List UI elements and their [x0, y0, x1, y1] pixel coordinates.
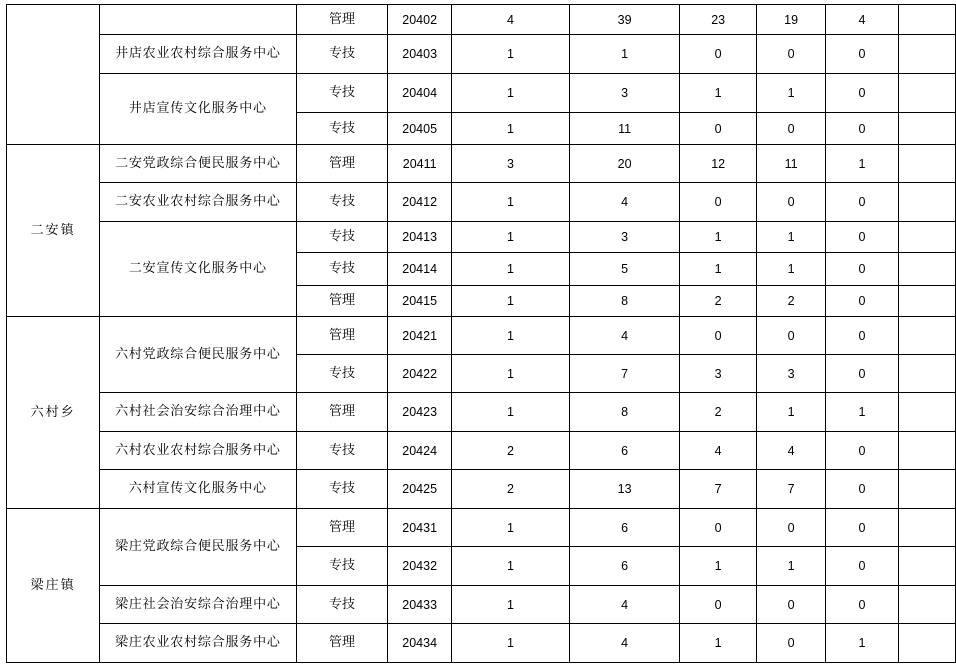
- position-code-cell: 20434: [388, 624, 452, 663]
- value-cell-5: 0: [826, 183, 899, 222]
- town-cell: 六村乡: [7, 317, 100, 509]
- value-cell-1: 4: [451, 5, 569, 35]
- value-cell-3: 4: [680, 432, 757, 470]
- position-code-cell: 20431: [388, 509, 452, 547]
- position-type-cell: 专技: [296, 470, 388, 509]
- center-name-cell: [100, 5, 296, 35]
- value-cell-4: 3: [757, 355, 826, 393]
- value-cell-5: 1: [826, 624, 899, 663]
- value-cell-1: 1: [451, 355, 569, 393]
- position-code-cell: 20405: [388, 113, 452, 145]
- value-cell-5: 0: [826, 547, 899, 586]
- value-cell-5: 0: [826, 286, 899, 317]
- position-type-cell: 专技: [296, 432, 388, 470]
- value-cell-2: 6: [569, 547, 679, 586]
- position-type-cell: 专技: [296, 35, 388, 74]
- value-cell-5: 0: [826, 35, 899, 74]
- value-cell-3: 0: [680, 113, 757, 145]
- value-cell-3: 0: [680, 586, 757, 624]
- position-type-cell: 管理: [296, 145, 388, 183]
- value-cell-1: 1: [451, 183, 569, 222]
- center-name-cell: 二安党政综合便民服务中心: [100, 145, 296, 183]
- note-cell: [898, 470, 955, 509]
- note-cell: [898, 317, 955, 355]
- value-cell-1: 2: [451, 432, 569, 470]
- value-cell-2: 1: [569, 35, 679, 74]
- table-row: [7, 432, 956, 470]
- note-cell: [898, 74, 955, 113]
- position-code-cell: 20411: [388, 145, 452, 183]
- value-cell-3: 0: [680, 183, 757, 222]
- position-code-cell: 20413: [388, 222, 452, 253]
- value-cell-2: 4: [569, 183, 679, 222]
- value-cell-5: 0: [826, 317, 899, 355]
- value-cell-2: 11: [569, 113, 679, 145]
- value-cell-1: 2: [451, 470, 569, 509]
- note-cell: [898, 355, 955, 393]
- value-cell-1: 3: [451, 145, 569, 183]
- note-cell: [898, 624, 955, 663]
- position-code-cell: 20414: [388, 253, 452, 286]
- value-cell-4: 7: [757, 470, 826, 509]
- value-cell-4: 4: [757, 432, 826, 470]
- value-cell-1: 1: [451, 286, 569, 317]
- table-row: [7, 586, 956, 624]
- table-row: [7, 183, 956, 222]
- value-cell-2: 20: [569, 145, 679, 183]
- value-cell-4: 1: [757, 222, 826, 253]
- value-cell-4: 0: [757, 509, 826, 547]
- position-type-cell: 管理: [296, 286, 388, 317]
- note-cell: [898, 509, 955, 547]
- position-code-cell: 20433: [388, 586, 452, 624]
- value-cell-1: 1: [451, 222, 569, 253]
- value-cell-2: 13: [569, 470, 679, 509]
- value-cell-4: 11: [757, 145, 826, 183]
- value-cell-3: 1: [680, 624, 757, 663]
- value-cell-2: 5: [569, 253, 679, 286]
- position-type-cell: 专技: [296, 113, 388, 145]
- value-cell-4: 0: [757, 183, 826, 222]
- value-cell-4: 1: [757, 547, 826, 586]
- position-code-cell: 20421: [388, 317, 452, 355]
- position-type-cell: 专技: [296, 74, 388, 113]
- value-cell-5: 1: [826, 393, 899, 432]
- value-cell-1: 1: [451, 317, 569, 355]
- value-cell-3: 23: [680, 5, 757, 35]
- note-cell: [898, 113, 955, 145]
- value-cell-5: 4: [826, 5, 899, 35]
- position-type-cell: 专技: [296, 547, 388, 586]
- value-cell-2: 8: [569, 286, 679, 317]
- value-cell-4: 1: [757, 74, 826, 113]
- center-name-cell: 梁庄党政综合便民服务中心: [100, 509, 296, 586]
- value-cell-1: 1: [451, 586, 569, 624]
- value-cell-5: 0: [826, 355, 899, 393]
- position-code-cell: 20424: [388, 432, 452, 470]
- town-cell: 二安镇: [7, 145, 100, 317]
- center-name-cell: 六村农业农村综合服务中心: [100, 432, 296, 470]
- value-cell-3: 1: [680, 253, 757, 286]
- value-cell-3: 1: [680, 547, 757, 586]
- value-cell-2: 3: [569, 74, 679, 113]
- center-name-cell: 六村宣传文化服务中心: [100, 470, 296, 509]
- note-cell: [898, 145, 955, 183]
- value-cell-5: 0: [826, 432, 899, 470]
- table-row: [7, 74, 956, 113]
- position-code-cell: 20403: [388, 35, 452, 74]
- value-cell-2: 6: [569, 432, 679, 470]
- table-row: [7, 624, 956, 663]
- table-row: [7, 222, 956, 253]
- table-row: [7, 35, 956, 74]
- value-cell-5: 0: [826, 253, 899, 286]
- value-cell-4: 0: [757, 586, 826, 624]
- value-cell-1: 1: [451, 35, 569, 74]
- value-cell-1: 1: [451, 547, 569, 586]
- value-cell-5: 0: [826, 470, 899, 509]
- value-cell-2: 39: [569, 5, 679, 35]
- table-row: [7, 145, 956, 183]
- value-cell-2: 4: [569, 586, 679, 624]
- center-name-cell: 六村党政综合便民服务中心: [100, 317, 296, 393]
- value-cell-1: 1: [451, 253, 569, 286]
- value-cell-3: 0: [680, 35, 757, 74]
- value-cell-3: 0: [680, 317, 757, 355]
- value-cell-3: 12: [680, 145, 757, 183]
- position-type-cell: 管理: [296, 393, 388, 432]
- value-cell-2: 6: [569, 509, 679, 547]
- value-cell-5: 1: [826, 145, 899, 183]
- value-cell-4: 1: [757, 253, 826, 286]
- note-cell: [898, 183, 955, 222]
- note-cell: [898, 5, 955, 35]
- value-cell-4: 0: [757, 624, 826, 663]
- value-cell-1: 1: [451, 624, 569, 663]
- value-cell-4: 0: [757, 35, 826, 74]
- value-cell-4: 19: [757, 5, 826, 35]
- value-cell-5: 0: [826, 586, 899, 624]
- center-name-cell: 二安宣传文化服务中心: [100, 222, 296, 317]
- center-name-cell: 井店农业农村综合服务中心: [100, 35, 296, 74]
- value-cell-2: 8: [569, 393, 679, 432]
- position-code-cell: 20404: [388, 74, 452, 113]
- town-cell: 梁庄镇: [7, 509, 100, 663]
- position-type-cell: 专技: [296, 586, 388, 624]
- note-cell: [898, 547, 955, 586]
- center-name-cell: 井店宣传文化服务中心: [100, 74, 296, 145]
- note-cell: [898, 286, 955, 317]
- position-type-cell: 管理: [296, 317, 388, 355]
- table-row: [7, 393, 956, 432]
- value-cell-4: 1: [757, 393, 826, 432]
- position-type-cell: 管理: [296, 624, 388, 663]
- note-cell: [898, 35, 955, 74]
- center-name-cell: 六村社会治安综合治理中心: [100, 393, 296, 432]
- value-cell-1: 1: [451, 509, 569, 547]
- center-name-cell: 梁庄社会治安综合治理中心: [100, 586, 296, 624]
- value-cell-5: 0: [826, 509, 899, 547]
- position-table: [6, 4, 956, 663]
- value-cell-2: 4: [569, 317, 679, 355]
- position-type-cell: 管理: [296, 509, 388, 547]
- note-cell: [898, 586, 955, 624]
- value-cell-1: 1: [451, 113, 569, 145]
- center-name-cell: 梁庄农业农村综合服务中心: [100, 624, 296, 663]
- value-cell-5: 0: [826, 222, 899, 253]
- position-code-cell: 20402: [388, 5, 452, 35]
- value-cell-1: 1: [451, 74, 569, 113]
- note-cell: [898, 393, 955, 432]
- value-cell-3: 2: [680, 286, 757, 317]
- value-cell-4: 0: [757, 113, 826, 145]
- table-row: [7, 509, 956, 547]
- value-cell-3: 1: [680, 74, 757, 113]
- table-body: [7, 5, 956, 663]
- note-cell: [898, 253, 955, 286]
- position-type-cell: 专技: [296, 355, 388, 393]
- value-cell-3: 7: [680, 470, 757, 509]
- value-cell-1: 1: [451, 393, 569, 432]
- town-cell: [7, 5, 100, 145]
- position-code-cell: 20422: [388, 355, 452, 393]
- position-type-cell: 管理: [296, 5, 388, 35]
- value-cell-3: 2: [680, 393, 757, 432]
- position-code-cell: 20412: [388, 183, 452, 222]
- position-code-cell: 20432: [388, 547, 452, 586]
- position-type-cell: 专技: [296, 222, 388, 253]
- table-row: [7, 5, 956, 35]
- position-code-cell: 20423: [388, 393, 452, 432]
- value-cell-3: 3: [680, 355, 757, 393]
- position-code-cell: 20415: [388, 286, 452, 317]
- value-cell-4: 2: [757, 286, 826, 317]
- value-cell-5: 0: [826, 113, 899, 145]
- position-code-cell: 20425: [388, 470, 452, 509]
- value-cell-3: 1: [680, 222, 757, 253]
- value-cell-4: 0: [757, 317, 826, 355]
- note-cell: [898, 222, 955, 253]
- table-row: [7, 470, 956, 509]
- value-cell-2: 3: [569, 222, 679, 253]
- table-row: [7, 317, 956, 355]
- value-cell-2: 4: [569, 624, 679, 663]
- center-name-cell: 二安农业农村综合服务中心: [100, 183, 296, 222]
- value-cell-3: 0: [680, 509, 757, 547]
- value-cell-5: 0: [826, 74, 899, 113]
- note-cell: [898, 432, 955, 470]
- value-cell-2: 7: [569, 355, 679, 393]
- position-type-cell: 专技: [296, 253, 388, 286]
- position-type-cell: 专技: [296, 183, 388, 222]
